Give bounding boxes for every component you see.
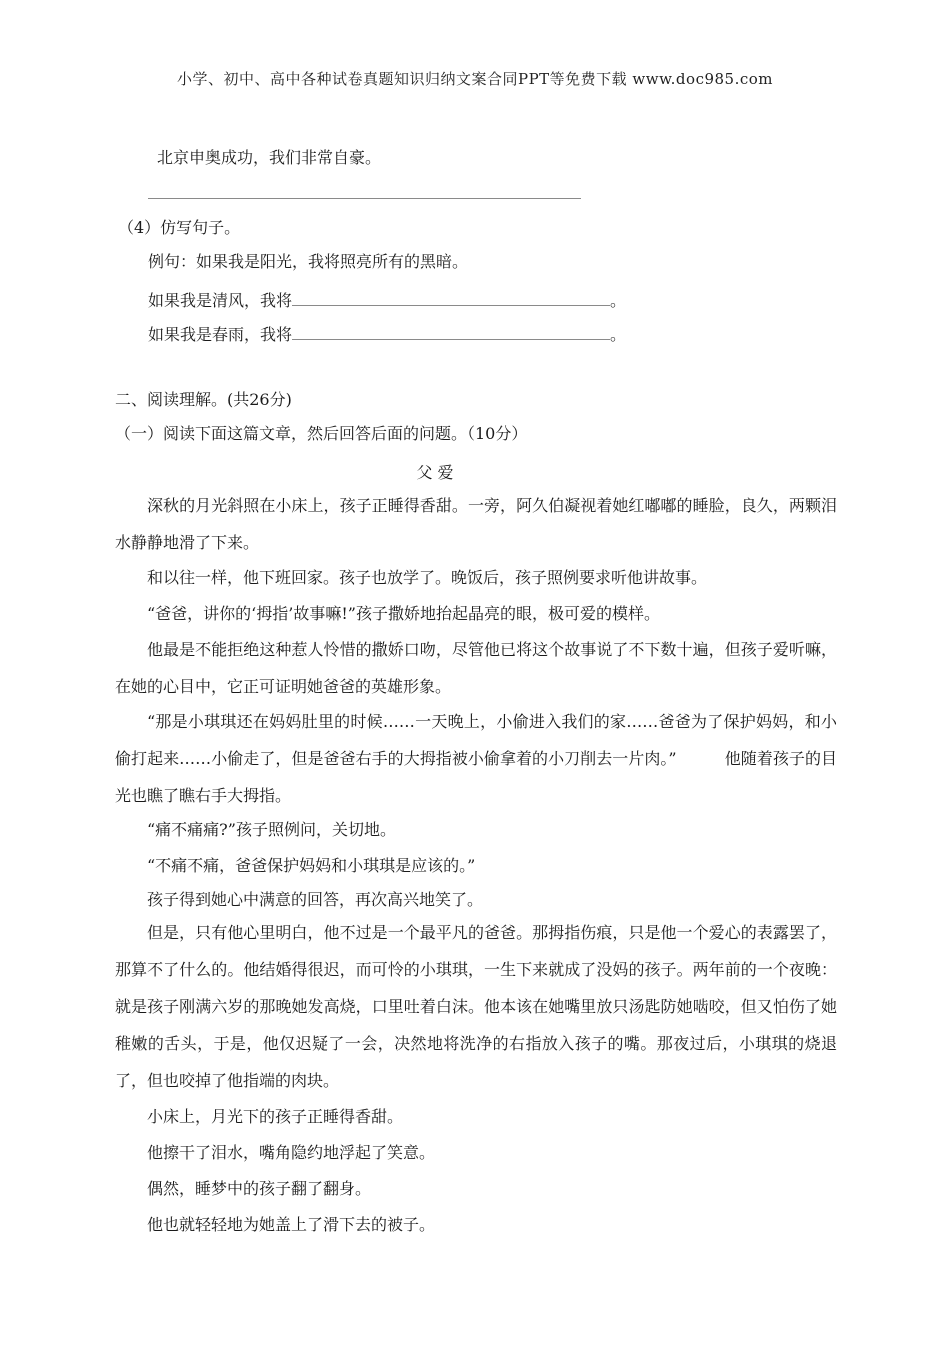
article-paragraph: “那是小琪琪还在妈妈肚里的时候……一天晚上，小偷进入我们的家……爸爸为了保护妈妈，和小偷打起来……小偷走了，但是爸爸右手的大拇指被小偷拿着的小刀削去一片肉。” 他随着孩子的目光也瞧了瞧右手大拇指。	[115, 712, 837, 805]
imitation-line-1	[148, 288, 626, 311]
section-2-title: 二、阅读理解。(共26分)	[115, 390, 292, 409]
article-paragraph: “痛不痛痛?”孩子照例问，关切地。	[147, 820, 396, 839]
imitation-line-2-prefix: 如果我是春雨，我将	[148, 325, 293, 344]
subsection-1-title: （一）阅读下面这篇文章，然后回答后面的问题。（10分）	[115, 424, 528, 443]
answer-line-rewrite[interactable]	[148, 198, 581, 199]
article-paragraph: “爸爸，讲你的‘拇指’故事嘛!”孩子撒娇地抬起晶亮的眼，极可爱的模样。	[147, 604, 660, 623]
article-paragraph: 偶然，睡梦中的孩子翻了翻身。	[147, 1179, 372, 1198]
article-title: 父 爱	[416, 463, 454, 482]
imitation-line-2	[148, 322, 626, 345]
article-paragraph: 他擦干了泪水，嘴角隐约地浮起了笑意。	[147, 1143, 436, 1162]
article-paragraph: 他最是不能拒绝这种惹人怜惜的撒娇口吻，尽管他已将这个故事说了不下数十遍，但孩子爱听嘛，在她的心目中，它正可证明她爸爸的英雄形象。	[115, 640, 837, 696]
page-header: 小学、初中、高中各种试卷真题知识归纳文案合同PPT等免费下载 www.doc985.com	[176, 70, 774, 88]
article-paragraph: 和以往一样，他下班回家。孩子也放学了。晚饭后，孩子照例要求听他讲故事。	[147, 568, 708, 587]
article-paragraph: 深秋的月光斜照在小床上，孩子正睡得香甜。一旁，阿久伯凝视着她红嘟嘟的睡脸，良久，两颗泪水静静地滑了下来。	[115, 496, 837, 552]
article-paragraph: “不痛不痛，爸爸保护妈妈和小琪琪是应该的。”	[147, 856, 476, 875]
article-paragraph: 他也就轻轻地为她盖上了滑下去的被子。	[147, 1215, 436, 1234]
imitation-line-1-prefix: 如果我是清风，我将	[148, 291, 293, 310]
article-paragraph: 孩子得到她心中满意的回答，再次高兴地笑了。	[147, 890, 484, 909]
end-mark-2: 。	[610, 325, 627, 344]
rewrite-sentence: 北京申奥成功，我们非常自豪。	[157, 148, 382, 167]
end-mark-1: 。	[610, 291, 627, 310]
example-sentence: 例句：如果我是阳光，我将照亮所有的黑暗。	[148, 252, 469, 271]
article-paragraph: 小床上，月光下的孩子正睡得香甜。	[147, 1107, 404, 1126]
question-4-title: （4）仿写句子。	[118, 218, 241, 237]
answer-blank-2[interactable]	[292, 322, 610, 340]
answer-blank-1[interactable]	[292, 288, 610, 306]
article-paragraph: 但是，只有他心里明白，他不过是一个最平凡的爸爸。那拇指伤痕，只是他一个爱心的表露罢了，那算不了什么的。他结婚得很迟，而可怜的小琪琪，一生下来就成了没妈的孩子。两年前的一个夜晚：就是孩子刚满六岁的那晚她发高烧，口里吐着白沫。他本该在她嘴里放只汤匙防她啮咬，但又怕伤了她稚嫩的舌头，于是，他仅迟疑了一会，决然地将洗净的右指放入孩子的嘴。那夜过后，小琪琪的烧退了，但也咬掉了他指端的肉块。	[115, 923, 837, 1090]
